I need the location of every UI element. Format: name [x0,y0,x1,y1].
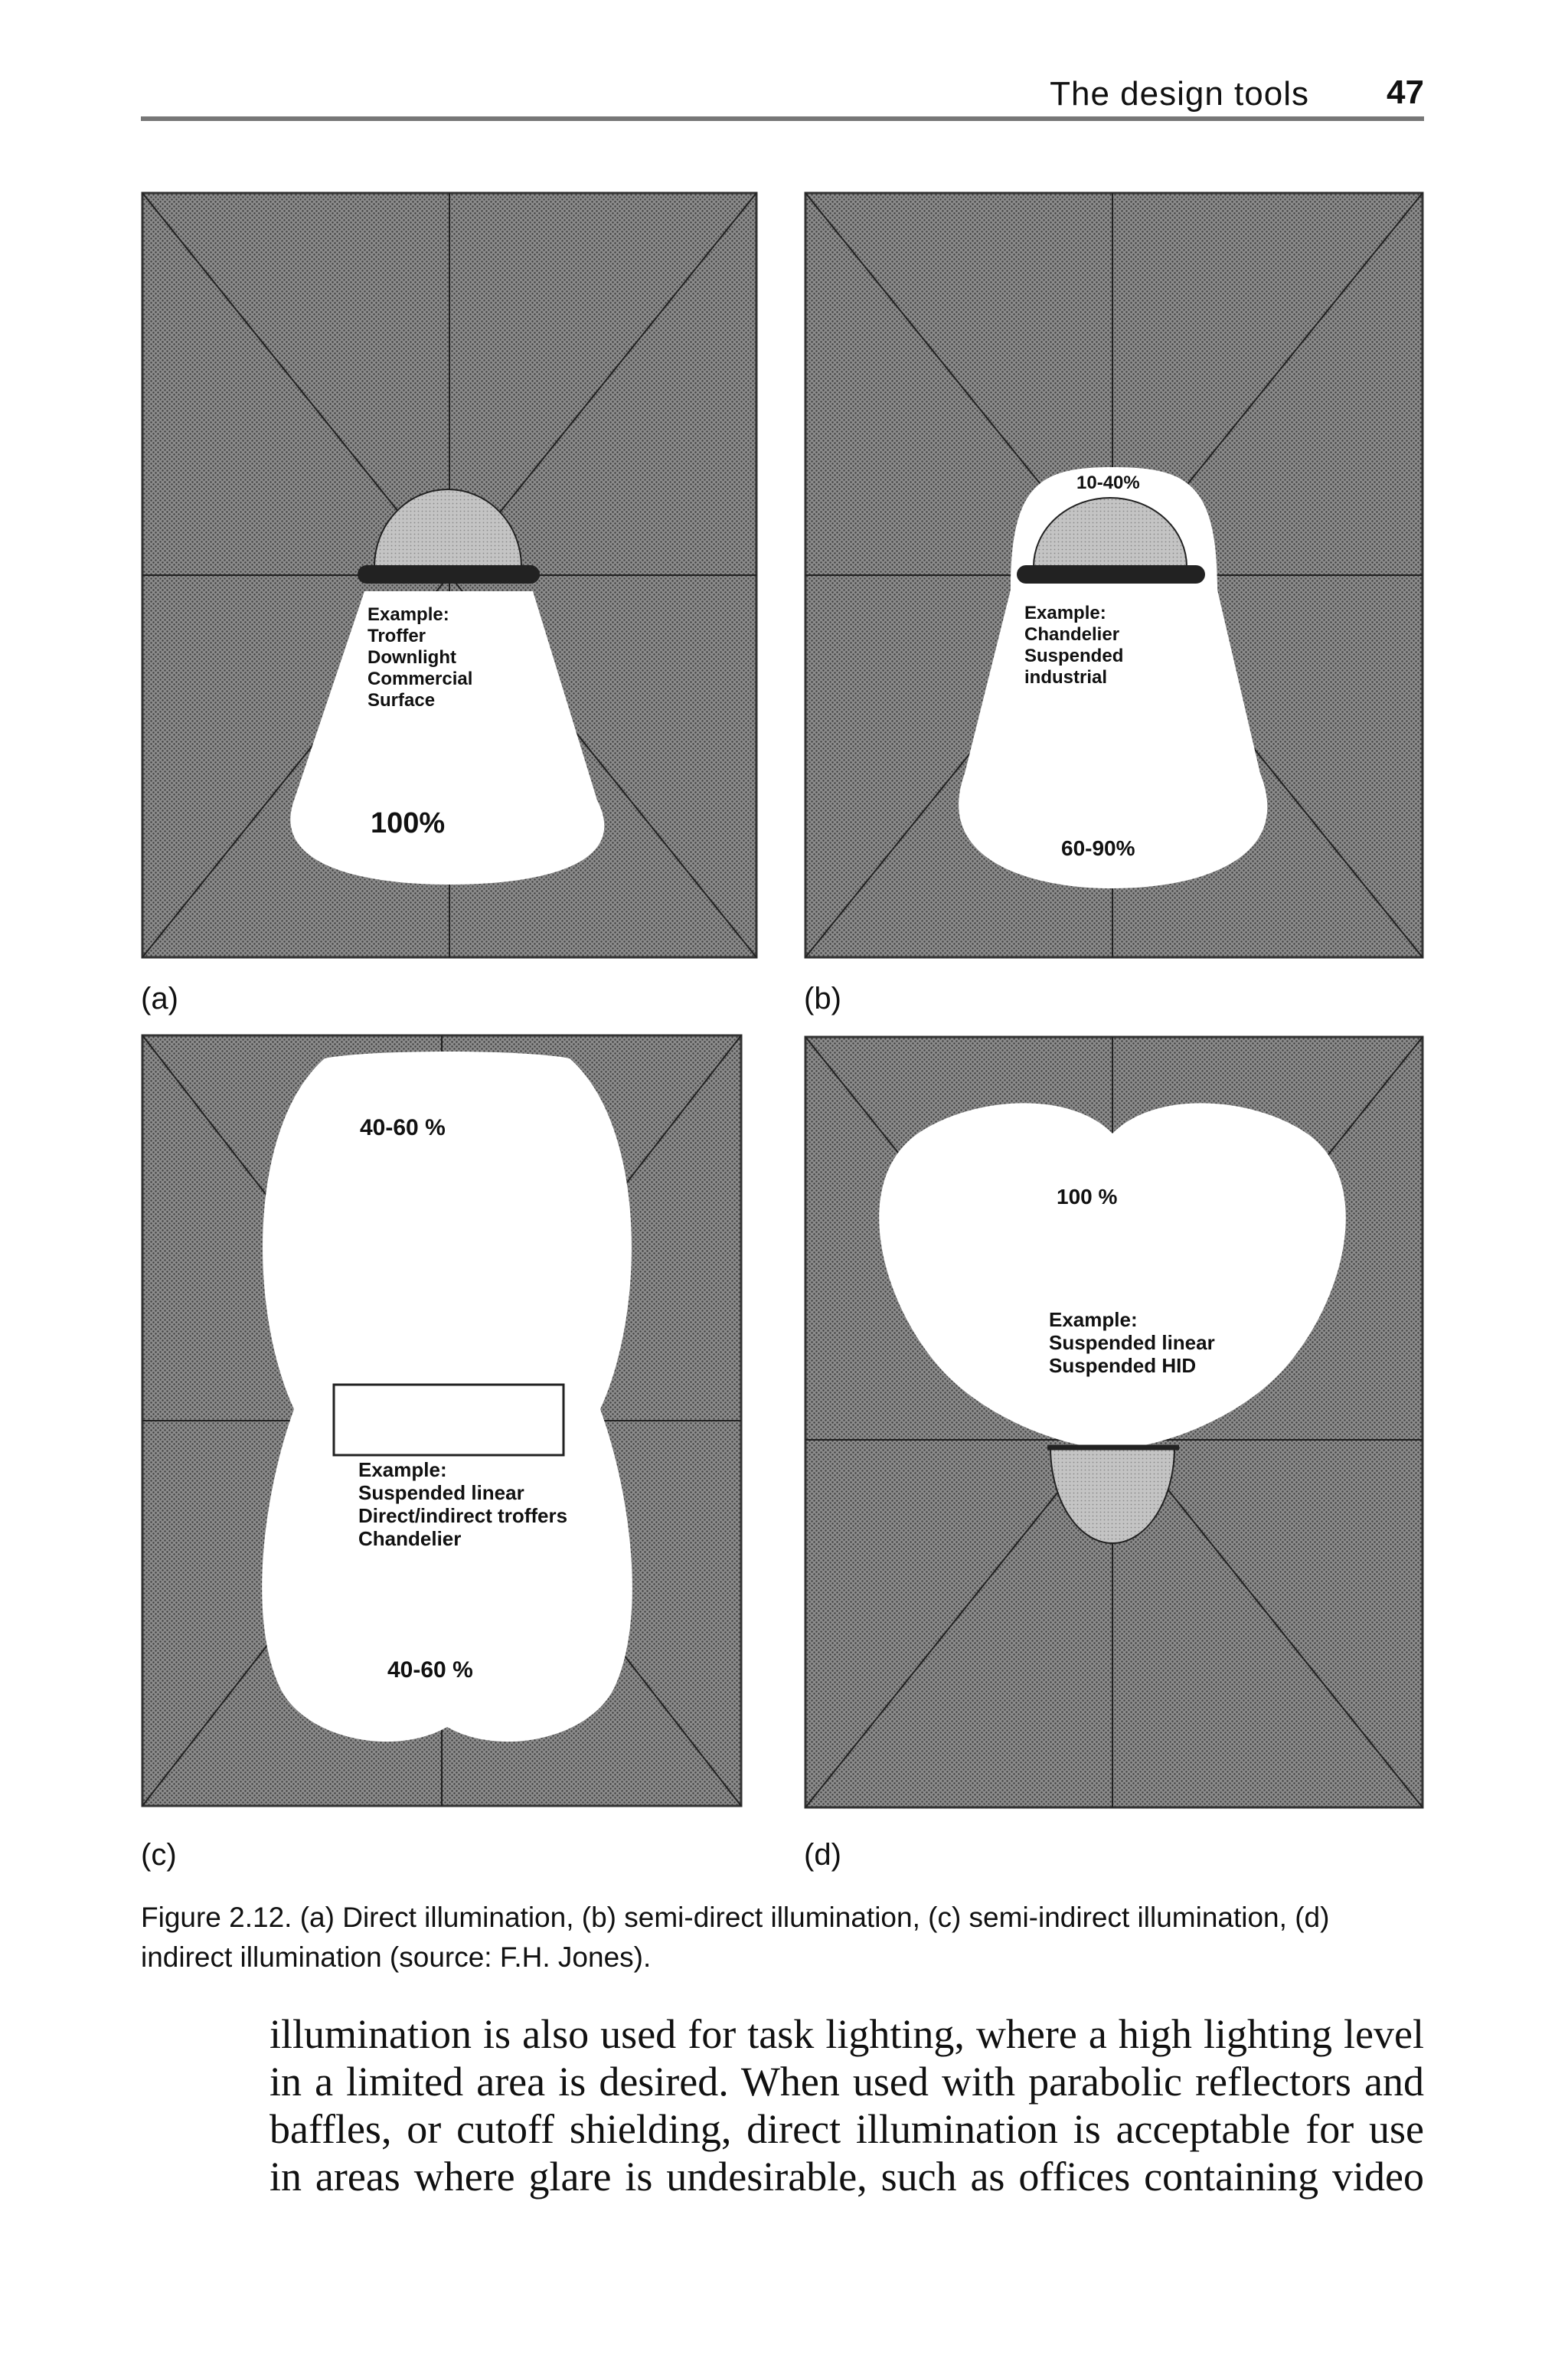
downward-percent: 60-90% [1061,836,1135,860]
diagram-indirect-illumination [804,1035,1424,1809]
diagram-semi-indirect-illumination [141,1034,743,1807]
example-line: Example: [1024,603,1106,623]
panel-label-b: (b) [804,982,841,1016]
body-paragraph [270,2010,1424,2200]
diagram-semi-direct-illumination [804,191,1424,959]
example-line: Downlight [368,647,456,668]
panel-label-a: (a) [141,982,178,1016]
header-rule [141,116,1424,121]
downward-percent: 100% [371,807,446,839]
running-title: The design tools [1050,75,1309,113]
luminaire-fixture [358,565,540,584]
body-line: in areas where glare is undesirable, such as offices containing video [270,2154,1424,2200]
diagram-direct-illumination [141,191,758,959]
panel-label-c: (c) [141,1838,177,1872]
example-line: Surface [368,690,436,711]
body-line: illumination is also used for task lighting, where a high lighting level [270,2011,1424,2057]
upward-percent: 10-40% [1076,473,1140,493]
example-line: Example: [368,604,449,625]
example-line: Chandelier [358,1527,462,1550]
example-line: Suspended HID [1049,1354,1197,1377]
example-line: Suspended [1024,646,1124,666]
upward-percent: 100 % [1057,1185,1118,1209]
example-line: Troffer [368,626,426,646]
luminaire-fixture [334,1385,564,1455]
page-header [141,70,1424,121]
example-line: Suspended linear [358,1481,524,1504]
example-line: Suspended linear [1049,1331,1215,1354]
example-line: Commercial [368,669,473,689]
body-line: in a limited area is desired. When used with parabolic reflectors and [270,2059,1424,2105]
example-line: Chandelier [1024,624,1120,645]
luminaire-fixture [1017,565,1205,584]
downward-percent: 40-60 % [387,1657,473,1683]
body-line: baffles, or cutoff shielding, direct illumination is acceptable for use [270,2106,1424,2152]
example-line: Example: [358,1458,447,1481]
example-line: Direct/indirect troffers [358,1504,568,1527]
example-line: industrial [1024,667,1108,688]
upward-percent: 40-60 % [360,1115,446,1140]
panel-label-d: (d) [804,1838,841,1872]
figure-caption: Figure 2.12. (a) Direct illumination, (b) semi-direct illumination, (c) semi-indirect illumination, (d) indirect illumination (source: F.H. Jones). [141,1902,1330,1973]
page-number: 47 [1387,74,1424,111]
example-line: Example: [1049,1308,1138,1331]
